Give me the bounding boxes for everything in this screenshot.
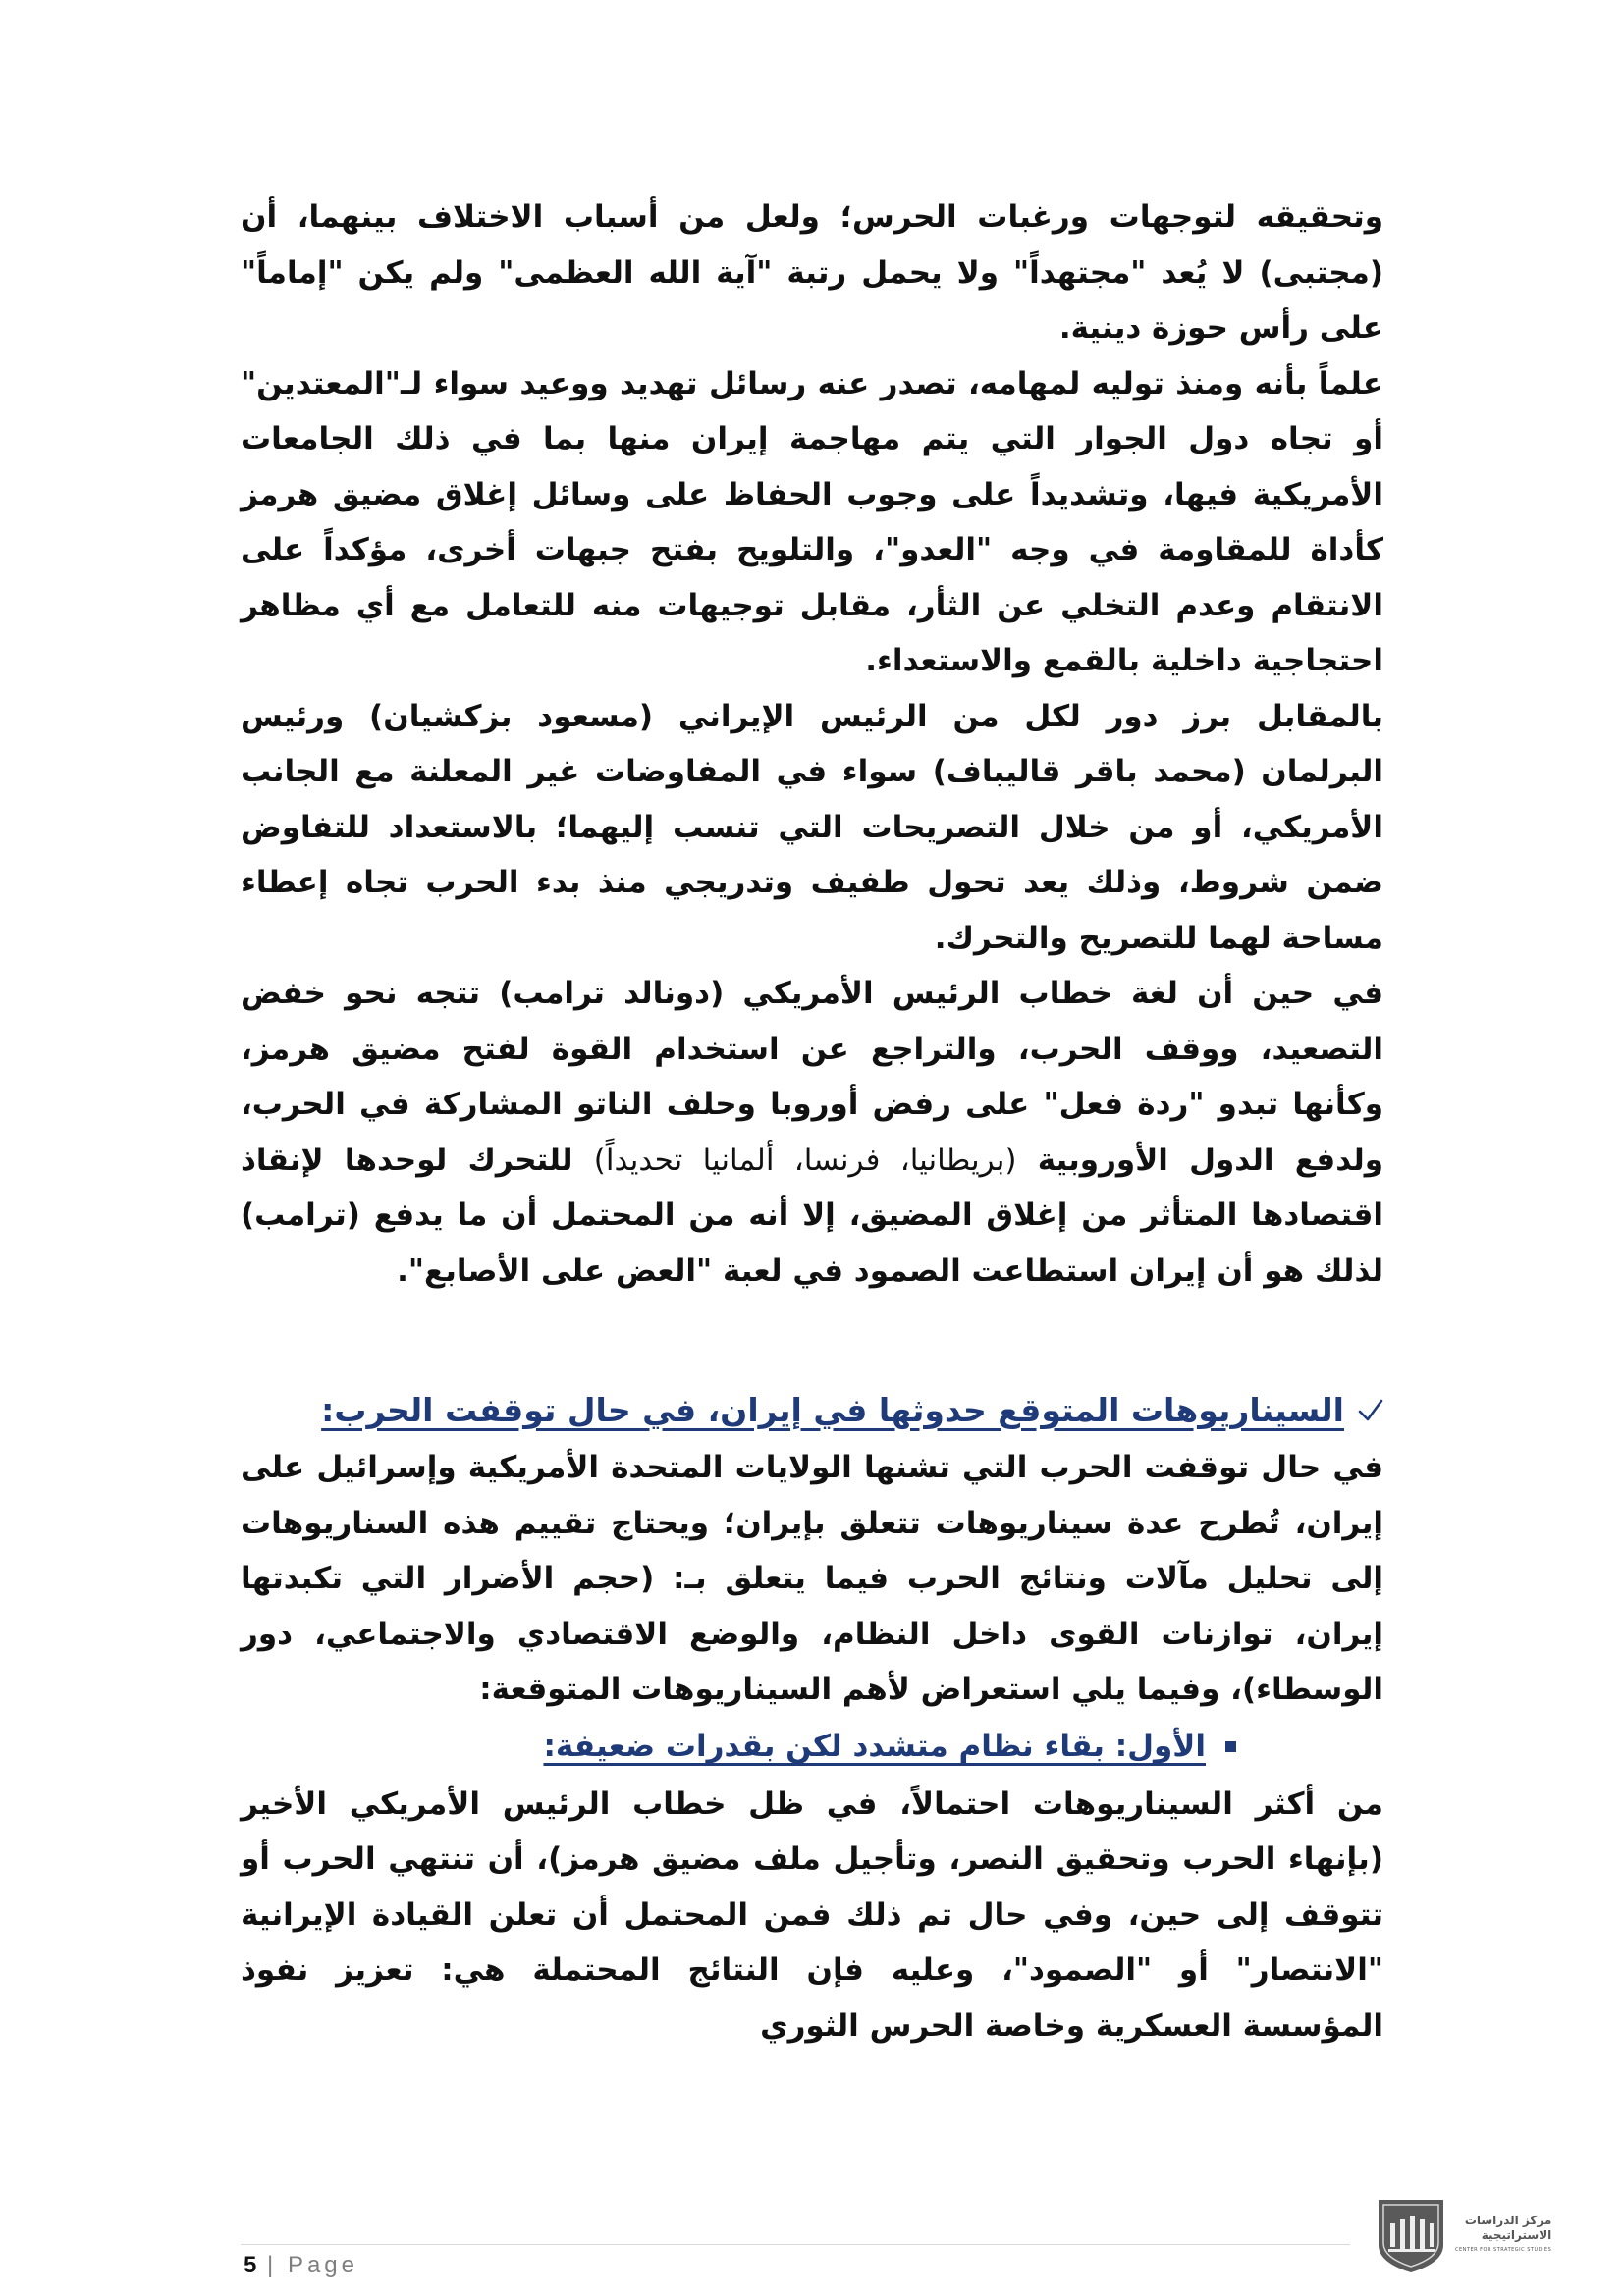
checkmark-icon bbox=[1358, 1398, 1383, 1423]
paragraph-scenarios-intro: في حال توقفت الحرب التي تشنها الولايات المتحدة الأمريكية وإسرائيل على إيران، تُطرح عدة سيناريوهات تتعلق بإيران؛ ويحتاج تقييم هذه السناريوهات إلى تحليل مآلات ونتائج الحرب فيما يتعلق بـ: (حجم الأضرار التي تكبدتها إيران، توازنات القوى داخل النظام، والوضع الاقتصادي والاجتماعي، دور الوسطاء)، وفيما يلي استعراض لأهم السيناريوهات المتوقعة: bbox=[241, 1450, 1383, 1707]
square-bullet-icon bbox=[1225, 1741, 1236, 1752]
shield-logo-icon bbox=[1373, 2194, 1449, 2276]
page-separator: | bbox=[267, 2252, 278, 2278]
paragraph-trump-part2: للتحرك لوحدها لإنقاذ اقتصادها المتأثر من إغلاق المضيق، إلا أنه من المحتمل أن ما يدفع (ترامب) لذلك هو أن إيران استطاعت الصمود في لعبة "العض على الأصابع". bbox=[241, 1142, 1383, 1289]
paragraph-threats: علماً بأنه ومنذ توليه لمهامه، تصدر عنه رسائل تهديد ووعيد سواء لـ"المعتدين" أو تجاه دول الجوار التي يتم مهاجمة إيران منها بما في ذلك الجامعات الأمريكية فيها، وتشديداً على وجوب الحفاظ على وسائل إغلاق مضيق هرمز كأداة للمقاومة في وجه "العدو"، والتلويح بفتح جبهات أخرى، مؤكداً على الانتقام وعدم التخلي عن الثأر، مقابل توجيهات منه للتعامل مع أي مظاهر احتجاجية داخلية بالقمع والاستعداء. bbox=[241, 365, 1383, 678]
section-heading bbox=[241, 1381, 1383, 1440]
scenario-one-heading-text: الأول: بقاء نظام متشدد لكن بقدرات ضعيفة: bbox=[543, 1729, 1206, 1765]
logo-line-2: الاستراتيجية bbox=[1481, 2227, 1552, 2242]
scenario-one-heading bbox=[241, 1718, 1383, 1777]
paragraph-leadership-difference: وتحقيقه لتوجهات ورغبات الحرس؛ ولعل من أسباب الاختلاف بينهما، أن (مجتبى) لا يُعد "مجتهداً" ولا يحمل رتبة "آية الله العظمى" ولم يكن "إماماً" على رأس حوزة دينية. bbox=[241, 199, 1383, 346]
paragraph-trump-speech bbox=[241, 966, 1383, 1299]
page-body bbox=[241, 189, 1383, 2054]
section-gap bbox=[241, 1299, 1383, 1381]
paragraph-scenario-one: من أكثر السيناريوهات احتمالاً، في ظل خطاب الرئيس الأمريكي الأخير (بإنهاء الحرب وتحقيق النصر، وتأجيل ملف مضيق هرمز)، أن تنتهي الحرب أو تتوقف إلى حين، وفي حال تم ذلك فمن المحتمل أن تعلن القيادة الإيرانية "الانتصار" أو "الصمود"، وعليه فإن النتائج المحتملة هي: تعزيز نفوذ المؤسسة العسكرية وخاصة الحرس الثوري bbox=[241, 1786, 1383, 2044]
paragraph-president-parliament: بالمقابل برز دور لكل من الرئيس الإيراني (مسعود بزكشيان) ورئيس البرلمان (محمد باقر قاليباف) سواء في المفاوضات غير المعلنة مع الجانب الأمريكي، أو من خلال التصريحات التي تنسب إليهما؛ بالاستعداد للتفاوض ضمن شروط، وذلك يعد تحول طفيف وتدريجي منذ بدء الحرب تجاه إعطاء مساحة لهما للتصريح والتحرك. bbox=[241, 698, 1383, 956]
logo-line-3: CENTER FOR STRATEGIC STUDIES bbox=[1455, 2246, 1552, 2253]
logo-line-1: مركز الدراسات bbox=[1464, 2213, 1552, 2227]
paragraph-trump-countries: (بريطانيا، فرنسا، ألمانيا تحديداً) bbox=[593, 1142, 1017, 1178]
center-logo bbox=[1373, 2191, 1552, 2279]
paragraph-trump-part1: في حين أن لغة خطاب الرئيس الأمريكي (دونالد ترامب) تتجه نحو خفض التصعيد، ووقف الحرب، والتراجع عن استخدام القوة لفتح مضيق هرمز، وكأنها تبدو "ردة فعل" على رفض أوروبا وحلف الناتو المشاركة في الحرب، ولدفع الدول الأوروبية bbox=[241, 976, 1384, 1178]
section-heading-text: السيناريوهات المتوقع حدوثها في إيران، في حال توقفت الحرب: bbox=[321, 1390, 1344, 1429]
page-label: Page bbox=[287, 2252, 358, 2278]
logo-text bbox=[1455, 2214, 1551, 2258]
page-number-value: 5 bbox=[244, 2252, 257, 2278]
page-number bbox=[244, 2252, 358, 2279]
footer-divider bbox=[241, 2244, 1350, 2245]
